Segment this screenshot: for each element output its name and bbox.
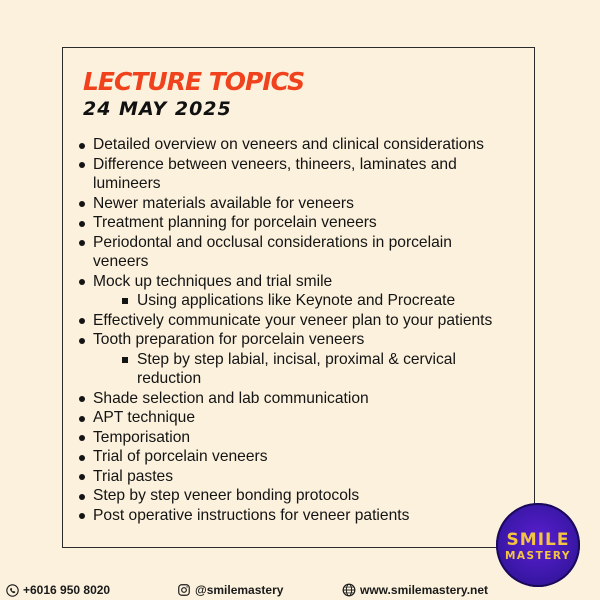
- instagram-icon: [177, 583, 191, 597]
- topic-item: Shade selection and lab communication: [77, 389, 533, 409]
- topic-item: Difference between veneers, thineers, laminates and: [77, 155, 533, 175]
- smile-mastery-logo: [496, 503, 580, 587]
- footer-phone: [6, 583, 110, 597]
- contact-footer: [0, 583, 600, 600]
- topic-item: Periodontal and occlusal considerations in porcelain: [77, 233, 533, 253]
- topic-item: Newer materials available for veneers: [77, 194, 533, 214]
- topic-item: Effectively communicate your veneer plan to your patients: [77, 311, 533, 331]
- subtopic-item: Using applications like Keynote and Procreate: [77, 291, 533, 311]
- topic-item: Mock up techniques and trial smile: [77, 272, 533, 292]
- subtopic-item: Step by step labial, incisal, proximal & cervical: [77, 350, 533, 370]
- website-link[interactable]: www.smilemastery.net: [360, 583, 489, 597]
- topic-item: Tooth preparation for porcelain veneers: [77, 330, 533, 350]
- globe-icon: [342, 583, 356, 597]
- footer-instagram: [177, 583, 283, 597]
- phone-number[interactable]: +6016 950 8020: [23, 583, 111, 597]
- topic-item: Post operative instructions for veneer patients: [77, 506, 533, 526]
- topics-list: [77, 135, 533, 525]
- topics-card: [62, 47, 535, 548]
- topic-item: Detailed overview on veneers and clinical considerations: [77, 135, 533, 155]
- lecture-date: 24 MAY 2025: [83, 98, 232, 120]
- topic-item: Temporisation: [77, 428, 533, 448]
- logo-text-smile: SMILE: [506, 530, 570, 550]
- phone-icon: [6, 584, 19, 597]
- topic-continuation: veneers: [93, 253, 149, 270]
- logo-text-mastery: MASTERY: [504, 550, 572, 562]
- topic-item: Trial of porcelain veneers: [77, 447, 533, 467]
- topic-item: APT technique: [77, 408, 533, 428]
- topic-item: Trial pastes: [77, 467, 533, 487]
- lecture-title: LECTURE TOPICS: [83, 67, 305, 96]
- subtopic-continuation: reduction: [137, 370, 202, 387]
- footer-website: [342, 583, 488, 597]
- topic-item: Treatment planning for porcelain veneers: [77, 213, 533, 233]
- instagram-handle[interactable]: @smilemastery: [195, 583, 284, 597]
- topic-continuation: lumineers: [93, 175, 161, 192]
- topic-item: Step by step veneer bonding protocols: [77, 486, 533, 506]
